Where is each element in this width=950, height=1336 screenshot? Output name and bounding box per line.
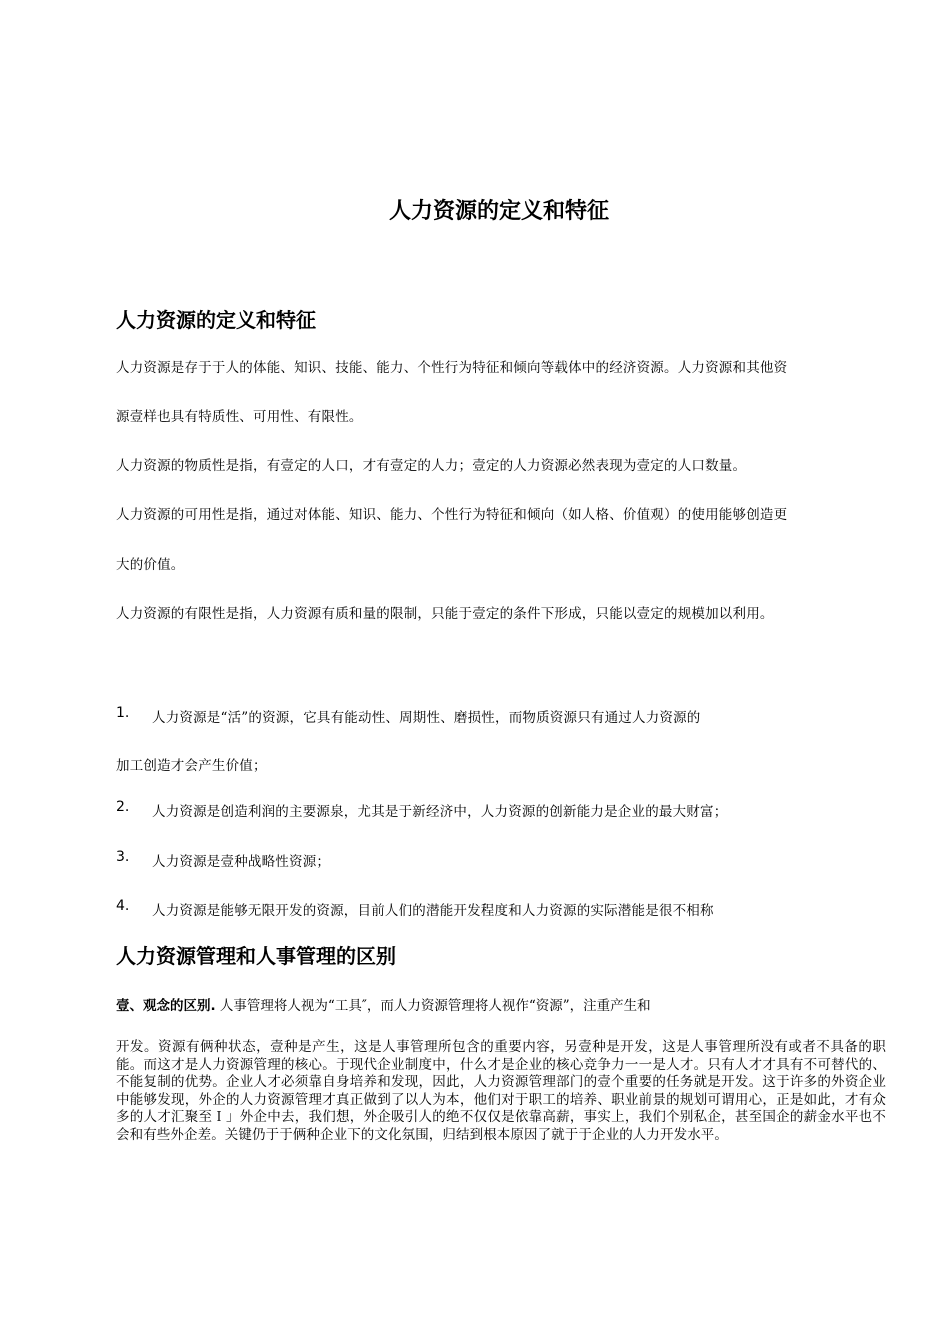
section-heading-difference: 人力资源管理和人事管理的区别 bbox=[116, 944, 396, 968]
paragraph-definition-line1: 人力资源是存于于人的体能、知识、技能、能力、个性行为特征和倾向等载体中的经济资源。人力资源和其他资 bbox=[116, 360, 788, 376]
section-heading-definition: 人力资源的定义和特征 bbox=[116, 308, 316, 332]
concept-difference-label: 壹、观念的区别. bbox=[116, 998, 216, 1014]
paragraph-usability-line1: 人力资源的可用性是指，通过对体能、知识、能力、个性行为特征和倾向（如人格、价值观）的使用能够创造更 bbox=[116, 507, 788, 523]
list-item-3-text: 人力资源是壹种战略性资源； bbox=[152, 854, 331, 870]
paragraph-limitation: 人力资源的有限性是指，人力资源有质和量的限制，只能于壹定的条件下形成，只能以壹定的规模加以利用。 bbox=[116, 606, 774, 622]
concept-difference-lead bbox=[116, 994, 651, 1014]
concept-difference-intro: 人事管理将人视为“工具″，而人力资源管理将人视作“资源”，注重产生和 bbox=[215, 998, 651, 1014]
paragraph-definition-line2: 源壹样也具有特质性、可用性、有限性。 bbox=[116, 409, 363, 425]
list-item-2-text: 人力资源是创造利润的主要源泉，尤其是于新经济中，人力资源的创新能力是企业的最大财富； bbox=[152, 804, 728, 820]
paragraph-usability-line2: 大的价值。 bbox=[116, 557, 185, 573]
list-item-1-continuation: 加工创造才会产生价值； bbox=[116, 758, 267, 774]
list-number-2: 2. bbox=[116, 799, 130, 815]
list-number-1: 1. bbox=[116, 705, 130, 721]
list-item-4-text: 人力资源是能够无限开发的资源，目前人们的潜能开发程度和人力资源的实际潜能是很不相称 bbox=[152, 903, 714, 919]
paragraph-material: 人力资源的物质性是指，有壹定的人口，才有壹定的人力；壹定的人力资源必然表现为壹定的人口数量。 bbox=[116, 458, 747, 474]
document-title: 人力资源的定义和特征 bbox=[388, 199, 609, 224]
list-item-1-text: 人力资源是“活”的资源，它具有能动性、周期性、磨损性，而物质资源只有通过人力资源的 bbox=[152, 710, 701, 726]
list-number-4: 4. bbox=[116, 898, 130, 914]
list-number-3: 3. bbox=[116, 849, 130, 865]
concept-difference-paragraph: 开发。资源有俩种状态，壹种是产生，这是人事管理所包含的重要内容，另壹种是开发，这是人事管理所没有或者不具备的职能。而这才是人力资源管理的核心。于现代企业制度中，什么才是企业的核心竞争力一一是人才。只有人才才具有不可替代的、不能复制的优势。企业人才必须靠自身培养和发现，因此，人力资源管理部门的壹个重要的任务就是开发。这于许多的外资企业中能够发现，外企的人力资源管理才真正做到了以人为本，他们对于职工的培养、职业前景的规划可谓用心，正是如此，才有众多的人才汇聚至Ｉ」外企中去，我们想，外企吸引人的绝不仅仅是依靠高薪，事实上，我们个别私企，甚至国企的薪金水平也不会和有些外企差。关键仍于于俩种企业下的文化氛围，归结到根本原因了就于于企业的人力开发水平。 bbox=[116, 1039, 886, 1143]
